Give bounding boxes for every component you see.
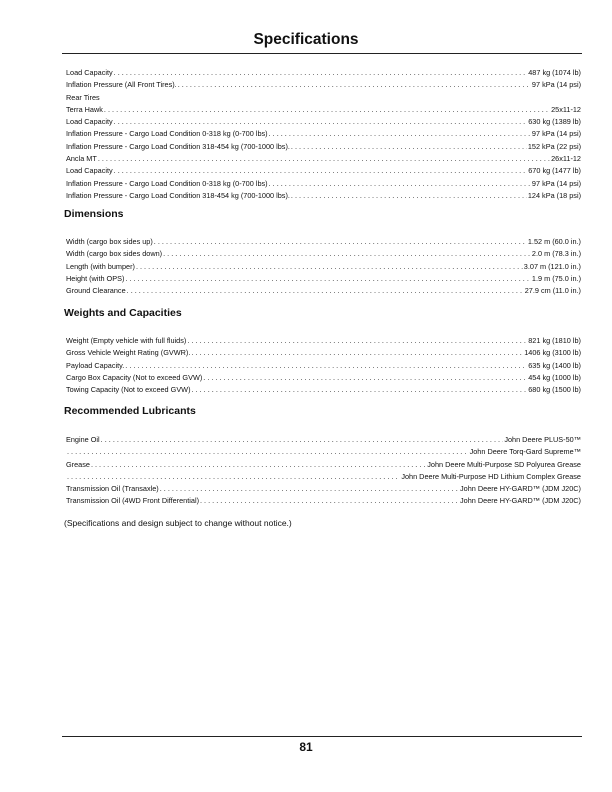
spec-value: 25x11-12 xyxy=(551,104,581,114)
leader-dots xyxy=(269,178,531,190)
spec-row xyxy=(66,434,581,446)
spec-row xyxy=(66,347,581,359)
spec-label: Load Capacity xyxy=(66,117,113,127)
spec-row xyxy=(66,104,581,116)
spec-value: John Deere Multi-Purpose HD Lithium Complex Grease xyxy=(401,471,581,481)
spec-label: Ancla MT xyxy=(66,154,97,164)
spec-value: 680 kg (1500 lb) xyxy=(528,385,581,395)
page-title: Specifications xyxy=(253,31,359,48)
leader-dots xyxy=(101,434,504,446)
spec-label: Length (with bumper) xyxy=(66,261,135,271)
spec-value: John Deere Multi-Purpose SD Polyurea Grease xyxy=(427,459,581,469)
spec-value: John Deere PLUS-50™ xyxy=(504,435,581,444)
dimensions-spec-list xyxy=(66,236,581,297)
leader-dots xyxy=(98,153,550,165)
spec-label: Rear Tires xyxy=(66,92,100,102)
spec-row xyxy=(66,384,581,396)
spec-value: John Deere HY-GARD™ (JDM J20C) xyxy=(460,484,581,494)
disclaimer-note: (Specifications and design subject to change without notice.) xyxy=(64,518,292,528)
spec-row xyxy=(66,67,581,79)
spec-row xyxy=(66,483,581,495)
spec-label: Towing Capacity (Not to exceed GVW) xyxy=(66,385,191,395)
spec-value: 821 kg (1810 lb) xyxy=(528,336,581,345)
weights-spec-list xyxy=(66,335,581,396)
spec-row xyxy=(66,190,581,202)
leader-dots xyxy=(187,335,527,347)
spec-label: Payload Capacity. xyxy=(66,360,125,370)
spec-value: 26x11-12 xyxy=(551,154,581,164)
spec-label: Transmission Oil (Transaxle) xyxy=(66,484,159,494)
spec-value: 487 kg (1074 lb) xyxy=(528,68,581,77)
spec-value: John Deere Torq-Gard Supreme™ xyxy=(469,447,581,457)
leader-dots xyxy=(154,236,527,248)
leader-dots xyxy=(114,116,528,128)
spec-value: 1406 kg (3100 lb) xyxy=(524,348,581,358)
spec-value: John Deere HY-GARD™ (JDM J20C) xyxy=(460,496,581,506)
leader-dots xyxy=(160,483,459,495)
spec-row xyxy=(66,360,581,372)
spec-value: 630 kg (1389 lb) xyxy=(528,117,581,127)
spec-label: Load Capacity xyxy=(66,166,113,176)
leader-dots xyxy=(114,67,528,79)
spec-label: Inflation Pressure - Cargo Load Condition 0-318 kg (0-700 lbs) xyxy=(66,129,268,139)
spec-row xyxy=(66,236,581,248)
spec-label: Load Capacity xyxy=(66,68,113,77)
spec-row xyxy=(66,178,581,190)
spec-label: Engine Oil xyxy=(66,435,100,444)
spec-value: 635 kg (1400 lb) xyxy=(528,360,581,370)
top-divider xyxy=(62,53,582,54)
spec-label: Inflation Pressure - Cargo Load Condition 0-318 kg (0-700 lbs) xyxy=(66,178,268,188)
spec-row xyxy=(66,335,581,347)
spec-label: Cargo Box Capacity (Not to exceed GVW) xyxy=(66,372,203,382)
leader-dots xyxy=(125,360,527,372)
spec-row xyxy=(66,153,581,165)
spec-label: Height (with OPS) xyxy=(66,273,125,283)
tires-spec-list xyxy=(66,67,581,202)
spec-value: 124 kPa (18 psi) xyxy=(527,190,581,200)
spec-value: 152 kPa (22 psi) xyxy=(527,141,581,151)
spec-label: Gross Vehicle Weight Rating (GVWR). xyxy=(66,348,191,358)
leader-dots xyxy=(127,285,524,297)
leader-dots xyxy=(136,261,523,273)
spec-row xyxy=(66,248,581,260)
spec-subheading xyxy=(66,92,581,104)
spec-row xyxy=(66,446,581,458)
spec-value: 97 kPa (14 psi) xyxy=(531,178,581,188)
spec-row xyxy=(66,165,581,177)
spec-row xyxy=(66,285,581,297)
leader-dots xyxy=(203,372,527,384)
spec-label: Terra Hawk xyxy=(66,104,103,114)
spec-row xyxy=(66,261,581,273)
spec-label: Width (cargo box sides up) xyxy=(66,237,153,246)
leader-dots xyxy=(269,128,531,140)
lubricants-heading: Recommended Lubricants xyxy=(64,405,196,417)
spec-row xyxy=(66,372,581,384)
spec-label: Inflation Pressure (All Front Tires). xyxy=(66,80,177,90)
leader-dots xyxy=(125,273,531,285)
leader-dots xyxy=(163,248,531,260)
spec-label: Inflation Pressure - Cargo Load Condition 318-454 kg (700-1000 lbs). xyxy=(66,190,290,200)
spec-value: 670 kg (1477 lb) xyxy=(528,166,581,176)
spec-value: 97 kPa (14 psi) xyxy=(531,129,581,139)
spec-label: Grease xyxy=(66,459,90,469)
spec-value: 3.07 m (121.0 in.) xyxy=(523,261,581,271)
weights-heading: Weights and Capacities xyxy=(64,307,182,319)
spec-label: Ground Clearance xyxy=(66,286,126,296)
spec-row xyxy=(66,273,581,285)
lubricants-spec-list xyxy=(66,434,581,508)
spec-value: 27.9 cm (11.0 in.) xyxy=(524,286,581,296)
spec-value: 1.9 m (75.0 in.) xyxy=(531,273,581,283)
leader-dots xyxy=(178,79,531,91)
bottom-divider xyxy=(62,736,582,737)
leader-dots xyxy=(200,495,459,507)
leader-dots xyxy=(191,347,523,359)
spec-row xyxy=(66,128,581,140)
spec-row xyxy=(66,471,581,483)
spec-row xyxy=(66,79,581,91)
spec-row xyxy=(66,459,581,471)
leader-dots xyxy=(91,459,426,471)
leader-dots xyxy=(67,446,469,458)
leader-dots xyxy=(114,165,528,177)
spec-label: Width (cargo box sides down) xyxy=(66,249,163,259)
spec-value: 454 kg (1000 lb) xyxy=(528,372,581,382)
leader-dots xyxy=(67,471,400,483)
leader-dots xyxy=(104,104,550,116)
page-number: 81 xyxy=(299,740,313,754)
spec-value: 2.0 m (78.3 in.) xyxy=(531,249,581,259)
spec-label: Inflation Pressure - Cargo Load Condition 318-454 kg (700-1000 lbs). xyxy=(66,141,290,151)
leader-dots xyxy=(291,141,527,153)
spec-label: Weight (Empty vehicle with full fluids) xyxy=(66,336,187,345)
spec-value: 97 kPa (14 psi) xyxy=(531,80,581,90)
leader-dots xyxy=(192,384,528,396)
spec-row xyxy=(66,141,581,153)
spec-value: 1.52 m (60.0 in.) xyxy=(527,237,581,246)
dimensions-heading: Dimensions xyxy=(64,208,124,220)
spec-row xyxy=(66,116,581,128)
leader-dots xyxy=(291,190,527,202)
spec-label: Transmission Oil (4WD Front Differential) xyxy=(66,496,199,506)
spec-row xyxy=(66,495,581,507)
